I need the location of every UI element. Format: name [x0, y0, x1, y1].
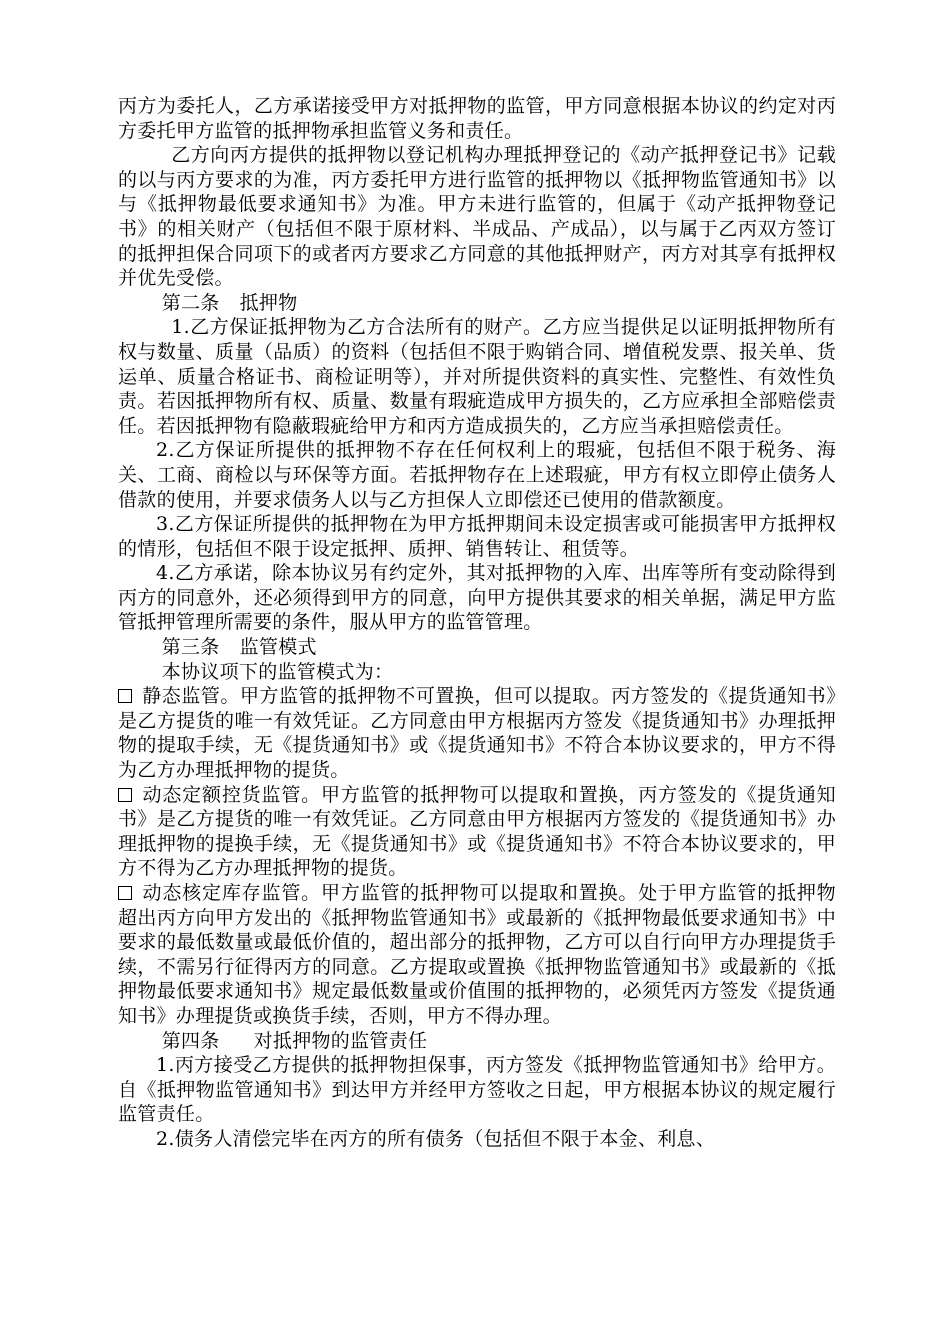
checkbox-dynamic-quota[interactable] [118, 788, 132, 802]
article-3-intro: 本协议项下的监管模式为： [161, 660, 394, 683]
article-4-number: 第四条 [161, 1029, 220, 1052]
article-2-clause-3: 3.乙方保证所提供的抵押物在为甲方抵押期间未设定损害或可能损害甲方抵押权的情形，包括但不限于设定抵押、质押、销售转让、租赁等。 [118, 513, 836, 560]
article-3-heading [118, 635, 836, 660]
option-dynamic-quota [118, 783, 836, 881]
article-2-clause-1: 1.乙方保证抵押物为乙方合法所有的财产。乙方应当提供足以证明抵押物所有权与数量、质量（品质）的资料（包括但不限于购销合同、增值税发票、报关单、货运单、质量合格证书、商检证明等），并对所提供资料的真实性、完整性、有效性负责。若因抵押物所有权、质量、数量有瑕疵造成甲方损失的，乙方应承担全部赔偿责任。若因抵押物有隐蔽瑕疵给甲方和丙方造成损失的，乙方应当承担赔偿责任。 [118, 316, 836, 437]
article-2-clause-4: 4.乙方承诺，除本协议另有约定外，其对抵押物的入库、出库等所有变动除得到丙方的同意外，还必须得到甲方的同意，向甲方提供其要求的相关单据，满足甲方监管抵押管理所需要的条件，服从甲方的监管管理。 [118, 562, 836, 634]
article-2-heading [118, 291, 836, 316]
document-page [118, 94, 836, 1152]
paragraph-2: 乙方向丙方提供的抵押物以登记机构办理抵押登记的《动产抵押登记书》记载的以与丙方要求的为准，丙方委托甲方进行监管的抵押物以《抵押物监管通知书》以与《抵押物最低要求通知书》为准。甲方未进行监管的，但属于《动产抵押物登记书》的相关财产（包括但不限于原材料、半成品、产成品），以与属于乙丙双方签订的抵押担保合同项下的或者丙方要求乙方同意的其他抵押财产，丙方对其享有抵押权并优先受偿。 [118, 144, 836, 290]
article-4-clause-1: 1.丙方接受乙方提供的抵押物担保事，丙方签发《抵押物监管通知书》给甲方。自《抵押物监管通知书》到达甲方并经甲方签收之日起，甲方根据本协议的规定履行监管责任。 [118, 1054, 836, 1126]
article-3-number: 第三条 [161, 636, 220, 659]
article-2-clause-2: 2.乙方保证所提供的抵押物不存在任何权利上的瑕疵，包括但不限于税务、海关、工商、商检以与环保等方面。若抵押物存在上述瑕疵，甲方有权立即停止债务人借款的使用，并要求债务人以与乙方担保人立即偿还已使用的借款额度。 [118, 439, 836, 511]
article-4-heading [118, 1029, 836, 1054]
option-dynamic-quota-text: 动态定额控货监管。甲方监管的抵押物可以提取和置换，丙方签发的《提货通知书》是乙方提货的唯一有效凭证。乙方同意由甲方根据丙方签发的《提货通知书》办理抵押物的提换手续，无《提货通知书》或《提货通知书》不符合本协议要求的，甲方不得为乙方办理抵押物的提货。 [118, 783, 836, 880]
option-dynamic-inventory [118, 881, 836, 1029]
checkbox-dynamic-inventory[interactable] [118, 886, 132, 900]
checkbox-static[interactable] [118, 689, 132, 703]
article-4-clause-2: 2.债务人清偿完毕在丙方的所有债务（包括但不限于本金、利息、 [156, 1127, 716, 1150]
article-2-number: 第二条 [161, 291, 220, 314]
paragraph-1: 丙方为委托人，乙方承诺接受甲方对抵押物的监管，甲方同意根据本协议的约定对丙方委托甲方监管的抵押物承担监管义务和责任。 [118, 95, 836, 142]
option-static-supervision [118, 684, 836, 782]
article-3-title: 监管模式 [239, 636, 317, 659]
article-2-title: 抵押物 [239, 291, 298, 314]
option-dynamic-inventory-text: 动态核定库存监管。甲方监管的抵押物可以提取和置换。处于甲方监管的抵押物超出丙方向甲方发出的《抵押物监管通知书》或最新的《抵押物最低要求通知书》中要求的最低数量或最低价值的，超出部分的抵押物，乙方可以自行向甲方办理提货手续，不需另行征得丙方的同意。乙方提取或置换《抵押物监管通知书》或最新的《抵押物最低要求通知书》规定最低数量或价值围的抵押物的，必须凭丙方签发《提货通知书》办理提货或换货手续，否则，甲方不得办理。 [118, 882, 836, 1027]
option-static-text: 静态监管。甲方监管的抵押物不可置换，但可以提取。丙方签发的《提货通知书》是乙方提货的唯一有效凭证。乙方同意由甲方根据丙方签发《提货通知书》办理抵押物的提取手续，无《提货通知书》或《提货通知书》不符合本协议要求的，甲方不得为乙方办理抵押物的提货。 [118, 685, 836, 782]
article-4-title: 对抵押物的监管责任 [253, 1029, 428, 1052]
